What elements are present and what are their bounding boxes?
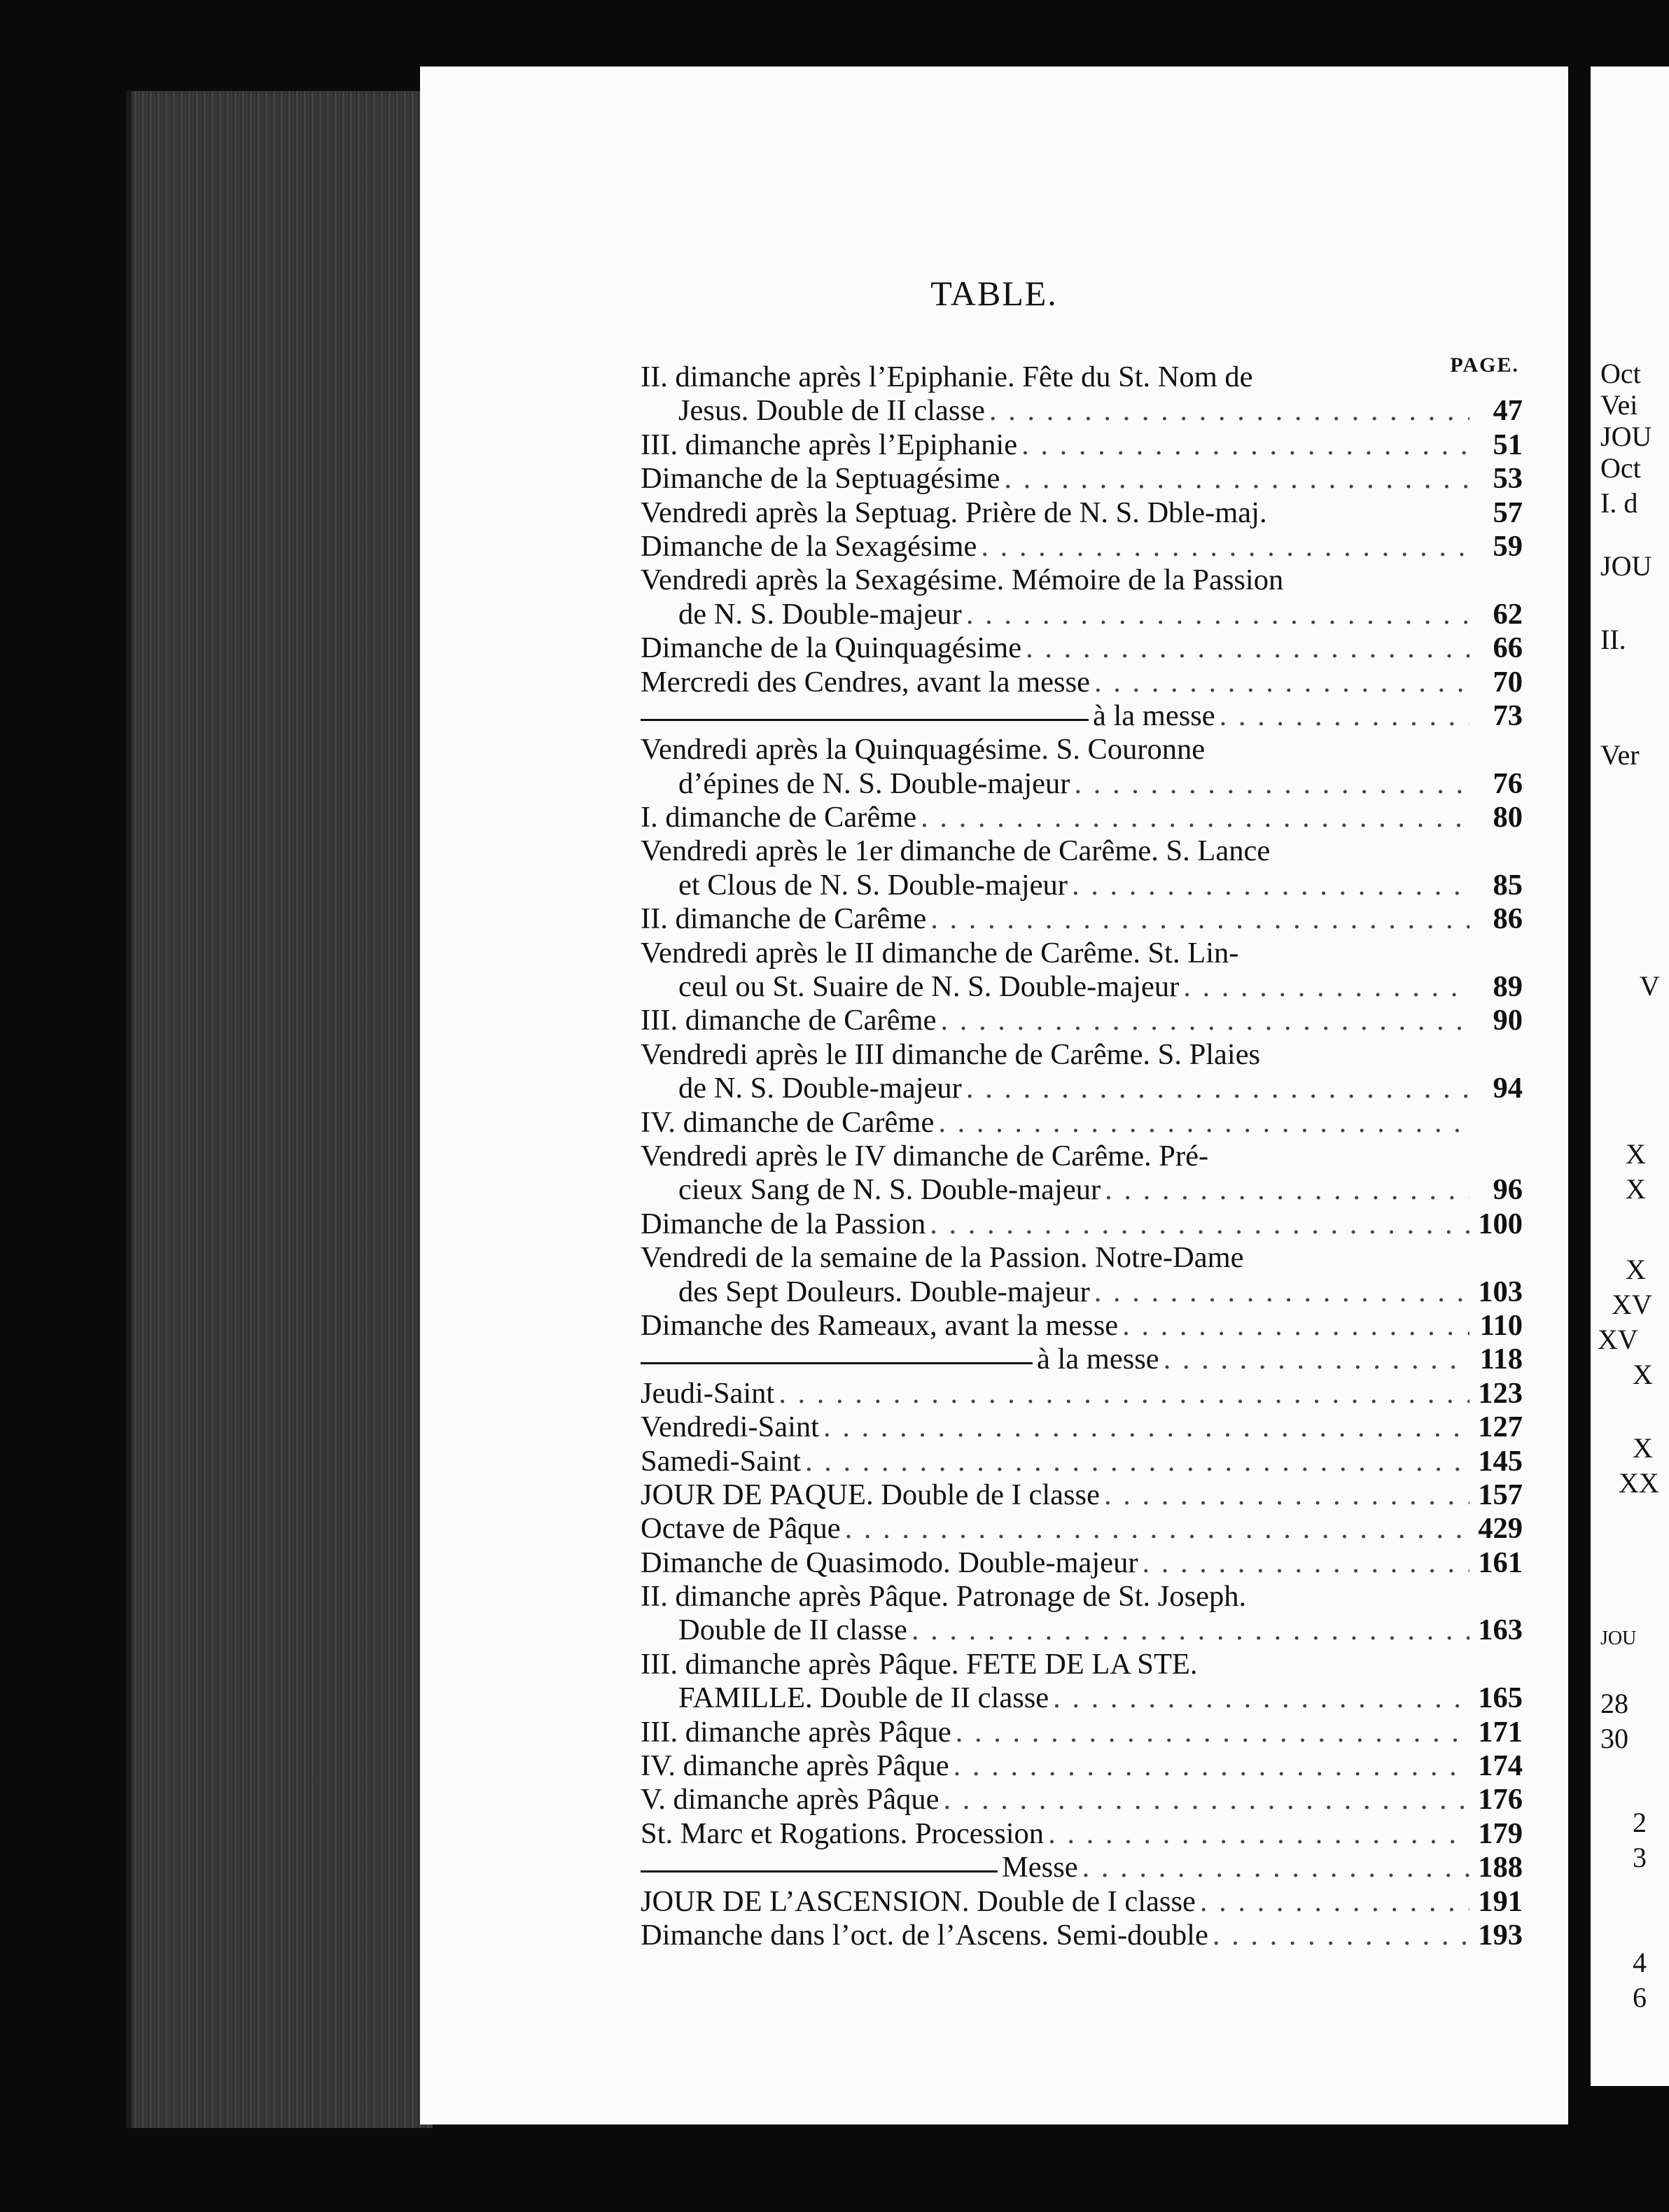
next-page-fragment: Vei — [1600, 389, 1638, 421]
entry-page: 70 — [1493, 665, 1523, 699]
entry-title: Dimanche de la Sexagésime — [641, 529, 977, 563]
next-page-fragment: Oct — [1600, 358, 1641, 389]
entry-title: Mercredi des Cendres, avant la messe — [641, 665, 1090, 699]
ditto-rule — [641, 1362, 1033, 1364]
toc-entry — [641, 496, 1523, 530]
next-page-fragment: X — [1626, 1254, 1646, 1285]
entry-title: à la messe — [1037, 1343, 1159, 1376]
entry-page: 127 — [1478, 1410, 1523, 1444]
entry-page: 145 — [1478, 1444, 1523, 1478]
toc-entry — [641, 1377, 1523, 1410]
entry-page: 59 — [1493, 529, 1523, 563]
toc-entry — [641, 1648, 1523, 1681]
next-page-fragment: X — [1626, 1173, 1646, 1205]
entry-title: de N. S. Double-majeur — [678, 1072, 962, 1105]
entry-title: JOUR DE L’ASCENSION. Double de I classe — [641, 1884, 1196, 1918]
next-page-fragment: 28 — [1600, 1688, 1628, 1719]
next-page-fragment: XV — [1612, 1289, 1652, 1320]
entry-title: IV. dimanche de Carême — [641, 1105, 935, 1139]
page-title: TABLE. — [930, 274, 1058, 313]
entry-title: Vendredi après la Septuag. Prière de N. S. Dble-maj. — [641, 496, 1267, 529]
toc-entry — [641, 631, 1523, 665]
entry-title: II. dimanche après l’Epiphanie. Fête du St. Nom de — [641, 360, 1253, 393]
toc-entry — [641, 1004, 1523, 1037]
entry-title: Vendredi après le 1er dimanche de Carême. S. Lance — [641, 834, 1271, 868]
entry-title: des Sept Douleurs. Double-majeur — [678, 1275, 1090, 1308]
toc-entry — [641, 1410, 1523, 1444]
entry-title: Double de II classe — [678, 1614, 907, 1647]
next-page-fragment: Ver — [1600, 739, 1640, 771]
entry-page: 165 — [1478, 1681, 1523, 1715]
entry-title: Dimanche de la Quinquagésime — [641, 631, 1022, 665]
entry-title: III. dimanche après Pâque. FETE DE LA STE. — [641, 1647, 1198, 1681]
toc-entry — [641, 869, 1523, 902]
toc-entry — [641, 937, 1523, 970]
entry-title: Dimanche de Quasimodo. Double-majeur — [641, 1546, 1138, 1579]
entry-title: Vendredi de la semaine de la Passion. Notre-Dame — [641, 1241, 1244, 1275]
entry-title: Jeudi-Saint — [641, 1376, 775, 1410]
next-page-fragment: 4 — [1633, 1947, 1647, 1978]
toc-entry — [641, 801, 1523, 834]
toc-entry — [641, 1343, 1523, 1376]
entry-page: 100 — [1478, 1207, 1523, 1240]
entry-title: JOUR DE PAQUE. Double de I classe — [641, 1478, 1100, 1511]
entry-page: 179 — [1478, 1816, 1523, 1850]
entry-page: 188 — [1478, 1851, 1523, 1884]
entry-page: 86 — [1493, 902, 1523, 936]
toc-entry — [641, 1817, 1523, 1851]
entry-page: 73 — [1493, 699, 1523, 732]
toc-entry — [641, 428, 1523, 462]
toc-entry — [641, 1140, 1523, 1173]
entry-page: 94 — [1493, 1072, 1523, 1105]
book-spine — [126, 91, 433, 2128]
toc-entry — [641, 767, 1523, 801]
toc-entry — [641, 1851, 1523, 1884]
entry-title: III. dimanche après Pâque — [641, 1715, 951, 1749]
entry-page: 429 — [1478, 1512, 1523, 1546]
toc-entry — [641, 1580, 1523, 1614]
next-page-fragment: XX — [1619, 1467, 1659, 1499]
entry-page: 193 — [1478, 1918, 1523, 1952]
page-column-label: PAGE. — [1450, 354, 1519, 377]
entry-title: de N. S. Double-majeur — [678, 597, 962, 631]
entry-page: 76 — [1493, 766, 1523, 800]
entry-page: 163 — [1478, 1614, 1523, 1647]
toc-entry — [641, 1783, 1523, 1816]
entry-title: III. dimanche de Carême — [641, 1004, 937, 1037]
entry-title: II. dimanche après Pâque. Patronage de St. Joseph. — [641, 1580, 1247, 1614]
entry-title: Vendredi après la Sexagésime. Mémoire de la Passion — [641, 564, 1284, 597]
entry-title: Vendredi après le III dimanche de Carême. S. Plaies — [641, 1037, 1261, 1071]
next-page-fragment: 2 — [1633, 1807, 1647, 1838]
toc-entry — [641, 530, 1523, 564]
entry-page: 191 — [1478, 1884, 1523, 1918]
next-page-edge — [1591, 66, 1669, 2086]
toc-entry — [641, 1614, 1523, 1647]
toc-entry — [641, 564, 1523, 597]
toc-entry — [641, 1749, 1523, 1783]
next-page-fragment: JOU — [1600, 1628, 1637, 1649]
entry-title: ceul ou St. Suaire de N. S. Double-majeur — [678, 970, 1180, 1004]
entry-page: 62 — [1493, 597, 1523, 631]
entry-page: 96 — [1493, 1173, 1523, 1207]
table-of-contents — [641, 360, 1523, 1952]
entry-title: Vendredi après le II dimanche de Carême. St. Lin- — [641, 936, 1239, 969]
entry-page: 157 — [1478, 1478, 1523, 1511]
entry-page: 80 — [1493, 801, 1523, 834]
entry-page: 51 — [1493, 428, 1523, 461]
entry-title: Messe — [1002, 1851, 1078, 1884]
entry-page: 123 — [1478, 1376, 1523, 1410]
entry-title: Vendredi-Saint — [641, 1410, 819, 1444]
next-page-fragment: Oct — [1600, 452, 1641, 484]
entry-title: Octave de Pâque — [641, 1512, 841, 1546]
entry-title: I. dimanche de Carême — [641, 801, 917, 834]
entry-title: Samedi-Saint — [641, 1444, 801, 1478]
entry-page: 161 — [1478, 1546, 1523, 1579]
toc-entry — [641, 598, 1523, 631]
entry-title: St. Marc et Rogations. Procession — [641, 1816, 1045, 1850]
entry-title: Dimanche dans l’oct. de l’Ascens. Semi-double — [641, 1918, 1208, 1952]
entry-page: 171 — [1478, 1715, 1523, 1749]
entry-page: 53 — [1493, 462, 1523, 496]
toc-entry — [641, 462, 1523, 496]
next-page-fragment: JOU — [1600, 550, 1652, 582]
next-page-fragment: 30 — [1600, 1723, 1628, 1754]
entry-title: II. dimanche de Carême — [641, 902, 927, 936]
entry-page: 174 — [1478, 1749, 1523, 1783]
next-page-fragment: II. — [1600, 624, 1626, 655]
next-page-fragment: XV — [1598, 1324, 1638, 1355]
entry-page: 110 — [1479, 1308, 1523, 1342]
entry-title: cieux Sang de N. S. Double-majeur — [678, 1173, 1101, 1207]
entry-title: FAMILLE. Double de II classe — [678, 1681, 1049, 1715]
entry-title: Dimanche de la Septuagésime — [641, 462, 1000, 496]
toc-entry — [641, 1072, 1523, 1105]
toc-entry — [641, 1208, 1523, 1241]
entry-page: 90 — [1493, 1004, 1523, 1037]
toc-entry — [641, 1885, 1523, 1919]
entry-title: Dimanche de la Passion — [641, 1207, 926, 1240]
toc-entry — [641, 1445, 1523, 1478]
next-page-fragment: X — [1633, 1359, 1653, 1390]
book-page — [420, 66, 1568, 2124]
toc-entry — [641, 1173, 1523, 1207]
ditto-rule — [641, 719, 1089, 721]
entry-title: à la messe — [1093, 699, 1215, 732]
next-page-fragment: 3 — [1633, 1842, 1647, 1873]
entry-title: Vendredi après la Quinquagésime. S. Couronne — [641, 733, 1206, 766]
entry-title: Dimanche des Rameaux, avant la messe — [641, 1308, 1119, 1342]
entry-page: 89 — [1493, 970, 1523, 1004]
entry-page: 176 — [1478, 1783, 1523, 1816]
toc-entry — [641, 666, 1523, 699]
next-page-fragment: X — [1626, 1138, 1646, 1170]
toc-entry — [641, 1716, 1523, 1749]
toc-entry — [641, 1512, 1523, 1546]
entry-page: 57 — [1493, 496, 1523, 529]
next-page-fragment: X — [1633, 1432, 1653, 1464]
next-page-fragment: V — [1640, 970, 1660, 1002]
toc-entry — [641, 699, 1523, 733]
toc-entry — [641, 1546, 1523, 1580]
next-page-fragment: I. d — [1600, 487, 1638, 519]
entry-title: Jesus. Double de II classe — [678, 394, 985, 428]
ditto-rule — [641, 1870, 998, 1872]
entry-page: 66 — [1493, 631, 1523, 665]
toc-entry — [641, 1681, 1523, 1715]
entry-page: 118 — [1479, 1343, 1523, 1376]
entry-title: III. dimanche après l’Epiphanie — [641, 428, 1018, 461]
entry-title: et Clous de N. S. Double-majeur — [678, 868, 1068, 902]
toc-entry — [641, 394, 1523, 428]
entry-page: 103 — [1478, 1275, 1523, 1308]
toc-entry — [641, 902, 1523, 936]
next-page-fragment: 6 — [1633, 1982, 1647, 2013]
entry-title: IV. dimanche après Pâque — [641, 1749, 949, 1783]
toc-entry — [641, 834, 1523, 868]
entry-title: V. dimanche après Pâque — [641, 1783, 940, 1816]
toc-entry — [641, 1919, 1523, 1952]
entry-page: 47 — [1493, 394, 1523, 428]
toc-entry — [641, 1241, 1523, 1275]
toc-entry — [641, 1275, 1523, 1309]
entry-page: 85 — [1493, 868, 1523, 902]
next-page-fragment: JOU — [1600, 421, 1652, 452]
entry-title: d’épines de N. S. Double-majeur — [678, 766, 1070, 800]
toc-entry — [641, 1478, 1523, 1512]
toc-entry — [641, 733, 1523, 766]
toc-entry — [641, 360, 1523, 394]
entry-title: Vendredi après le IV dimanche de Carême. Pré- — [641, 1139, 1209, 1172]
toc-entry — [641, 1038, 1523, 1072]
toc-entry — [641, 1309, 1523, 1343]
toc-entry — [641, 970, 1523, 1004]
toc-entry — [641, 1106, 1523, 1140]
